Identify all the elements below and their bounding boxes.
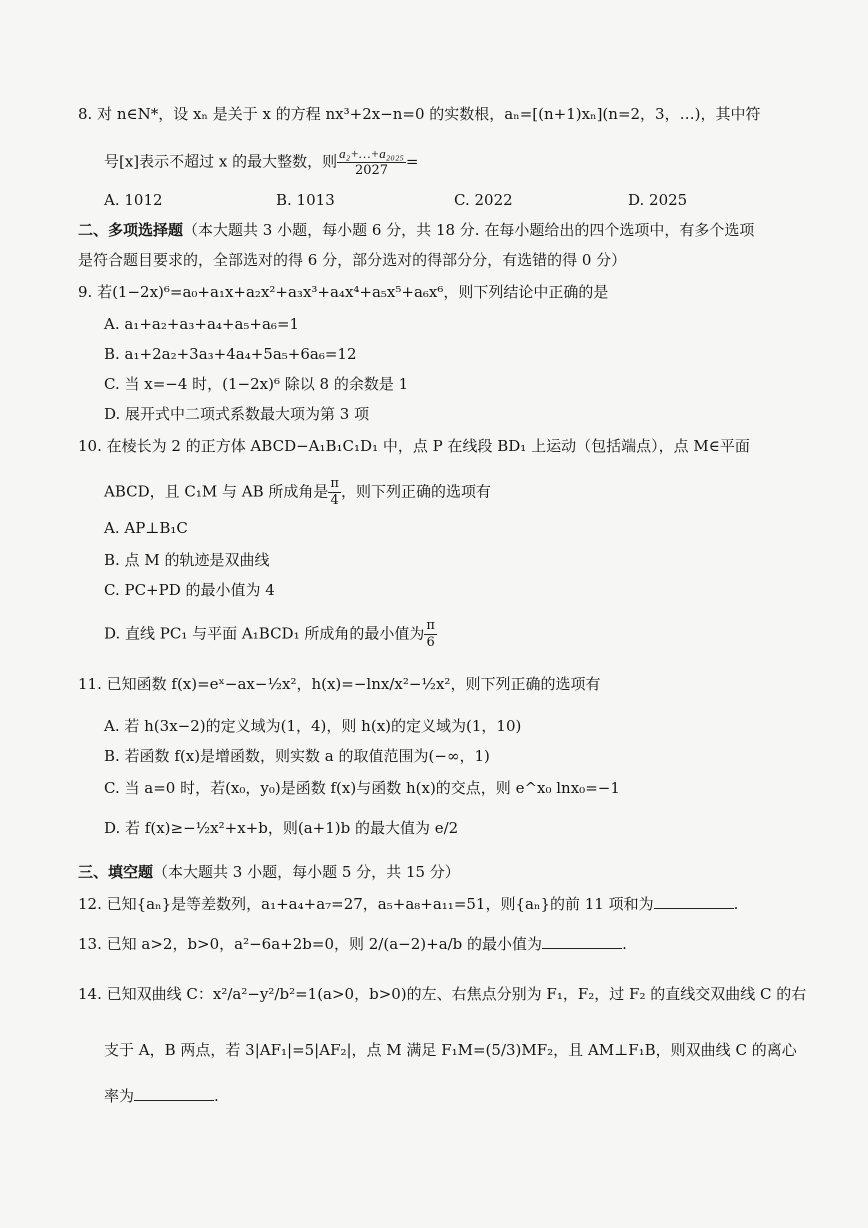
q9-option-b: B. a₁+2a₂+3a₃+4a₄+5a₅+6a₆=12: [104, 345, 357, 363]
q8-line2: [104, 146, 418, 179]
q11-stem: 11. 已知函数 f(x)=eˣ−ax−½x²，h(x)=−lnx/x²−½x²，则下列正确的选项有: [78, 675, 601, 693]
q8-option-a: A. 1012: [104, 191, 163, 209]
q8-line2-prefix: 号[x]表示不超过 x 的最大整数，则: [104, 152, 338, 171]
q14-answer-blank[interactable]: [134, 1086, 214, 1101]
section2-line1: [78, 220, 754, 240]
q13-line: [78, 934, 627, 954]
q10-fraction: [328, 476, 341, 509]
q10-line2-suffix: ，则下列正确的选项有: [340, 482, 491, 501]
q13-answer-blank[interactable]: [542, 934, 622, 949]
q8-frac-den: 2027: [354, 163, 389, 178]
q10-option-d-fraction: [424, 618, 437, 651]
q11-option-d: D. 若 f(x)≥−½x²+x+b，则(a+1)b 的最大值为 e/2: [104, 819, 459, 837]
q8-option-d: D. 2025: [628, 191, 688, 209]
q10-optd-frac-den: 6: [426, 635, 435, 650]
q8-option-c: C. 2022: [454, 191, 513, 209]
q10-frac-den: 4: [330, 493, 339, 508]
section3-line: [78, 862, 460, 882]
q13-text: 13. 已知 a>2，b>0，a²−6a+2b=0，则 2/(a−2)+a/b 的最小值为: [78, 935, 543, 953]
q9-stem: 9. 若(1−2x)⁶=a₀+a₁x+a₂x²+a₃x³+a₄x⁴+a₅x⁵+a₆x⁶，则下列结论中正确的是: [78, 283, 609, 301]
q10-line2: [104, 476, 491, 509]
q12-line: [78, 894, 738, 914]
q10-option-d: [104, 618, 437, 651]
section2-desc-line2: 是符合题目要求的，全部选对的得 6 分，部分选对的得部分分，有选错的得 0 分）: [78, 251, 627, 269]
q8-frac-num: a₂+…+a₂₀₂₅: [339, 146, 404, 161]
q10-option-c: C. PC+PD 的最小值为 4: [104, 581, 275, 599]
q12-end: .: [733, 895, 739, 913]
q10-line1: 10. 在棱长为 2 的正方体 ABCD−A₁B₁C₁D₁ 中，点 P 在线段 BD₁ 上运动（包括端点），点 M∈平面: [78, 437, 750, 455]
q8-option-b: B. 1013: [276, 191, 335, 209]
section3-title: 三、填空题: [78, 863, 154, 881]
q10-option-b: B. 点 M 的轨迹是双曲线: [104, 551, 270, 569]
q14-line1: 14. 已知双曲线 C：x²/a²−y²/b²=1(a>0，b>0)的左、右焦点分别为 F₁，F₂，过 F₂ 的直线交双曲线 C 的右: [78, 985, 807, 1003]
q9-option-c: C. 当 x=−4 时，(1−2x)⁶ 除以 8 的余数是 1: [104, 375, 409, 393]
section2-desc-line1: （本大题共 3 小题，每小题 6 分，共 18 分. 在每小题给出的四个选项中，有多个选项: [183, 221, 755, 239]
q9-option-a: A. a₁+a₂+a₃+a₄+a₅+a₆=1: [104, 315, 300, 333]
q8-line1: 8. 对 n∈N*，设 xₙ 是关于 x 的方程 nx³+2x−n=0 的实数根，aₙ=[(n+1)xₙ](n=2，3，…)，其中符: [78, 105, 761, 123]
section2-title: 二、多项选择题: [78, 221, 184, 239]
q11-option-b: B. 若函数 f(x)是增函数，则实数 a 的取值范围为(−∞，1): [104, 747, 490, 765]
q10-frac-num: π: [330, 476, 339, 491]
q12-answer-blank[interactable]: [654, 894, 734, 909]
q10-option-d-prefix: D. 直线 PC₁ 与平面 A₁BCD₁ 所成角的最小值为: [104, 624, 425, 643]
q14-line3-text: 率为: [104, 1087, 135, 1105]
q10-option-a: A. AP⊥B₁C: [104, 519, 188, 537]
q12-text: 12. 已知{aₙ}是等差数列，a₁+a₄+a₇=27，a₅+a₈+a₁₁=51，则{aₙ}的前 11 项和为: [78, 895, 654, 913]
q9-option-d: D. 展开式中二项式系数最大项为第 3 项: [104, 405, 370, 423]
q8-line2-suffix: =: [405, 152, 419, 171]
q10-optd-frac-num: π: [426, 618, 435, 633]
q10-line2-prefix: ABCD，且 C₁M 与 AB 所成角是: [104, 482, 329, 501]
q13-end: .: [622, 935, 627, 953]
q11-option-c: C. 当 a=0 时，若(x₀，y₀)是函数 f(x)与函数 h(x)的交点，则 e^x₀ lnx₀=−1: [104, 779, 620, 797]
q14-line3: [104, 1086, 219, 1106]
q14-line2: 支于 A，B 两点，若 3|AF₁|=5|AF₂|，点 M 满足 F₁M=(5/3)MF₂，且 AM⊥F₁B，则双曲线 C 的离心: [104, 1041, 797, 1059]
q8-fraction: [337, 146, 406, 179]
q11-option-a: A. 若 h(3x−2)的定义域为(1，4)，则 h(x)的定义域为(1，10): [104, 717, 522, 735]
q14-end: .: [214, 1087, 219, 1105]
section3-desc: （本大题共 3 小题，每小题 5 分，共 15 分）: [153, 863, 460, 881]
